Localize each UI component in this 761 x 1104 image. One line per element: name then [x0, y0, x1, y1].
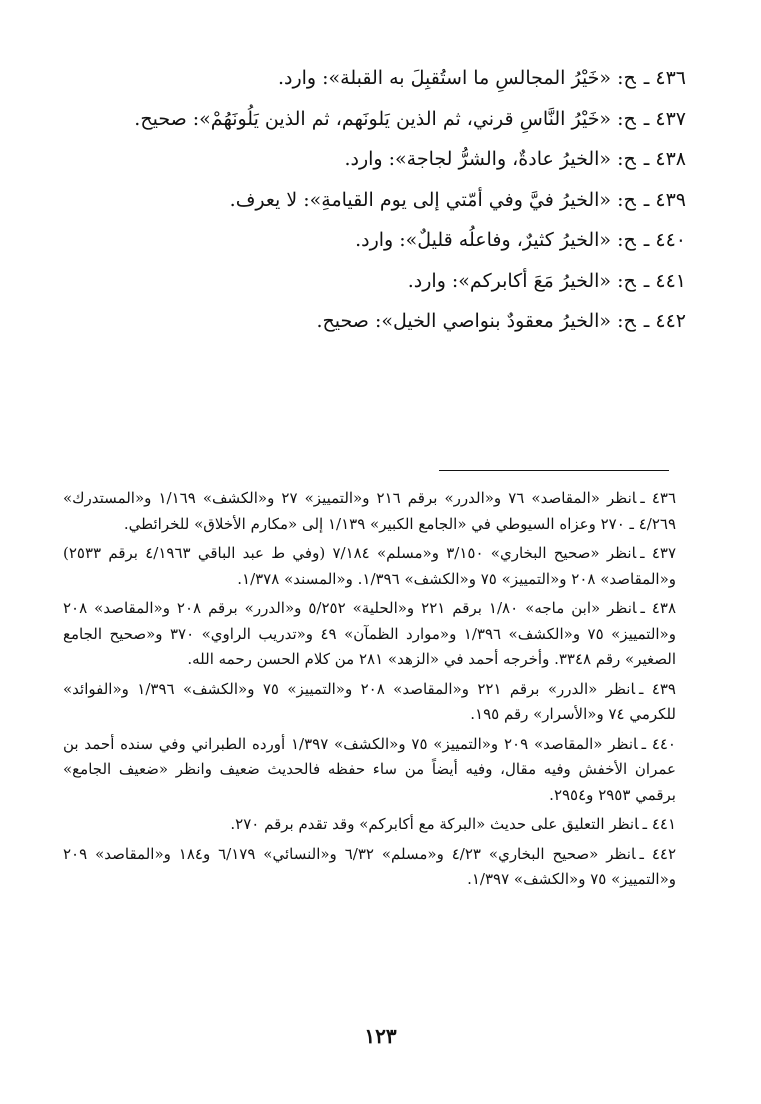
hadith-list: [86, 58, 686, 342]
hadith-entry: [86, 99, 686, 140]
footnote: [63, 677, 676, 728]
footnote: [63, 842, 676, 893]
hadith-entry: [86, 220, 686, 261]
footnote-number: ٤٣٨ ـ: [640, 599, 677, 617]
footnote-number: ٤٣٧ ـ: [640, 544, 677, 562]
entry-text: ح: «الخيرُ معقودٌ بنواصي الخيل»: صحيح.: [316, 310, 636, 332]
footnote: [63, 732, 676, 809]
footnote-text: انظر «صحيح البخاري» ٣/١٥٠ و«مسلم» ٧/١٨٤ (وفي ط عبد الباقي ٤/١٩٦٣ برقم ٢٥٣٣) و«المقاصد» ٢٠٨ و«التمييز» ٧٥ و«الكشف» ١/٣٩٦. و«المسند» ١/٣٧٨.: [63, 544, 676, 588]
footnote-divider: [439, 470, 669, 471]
entry-number: ٤٣٩ ـ: [643, 188, 686, 211]
footnote-number: ٤٤١ ـ: [642, 815, 676, 833]
footnote-text: انظر «ابن ماجه» ١/٨٠ برقم ٢٢١ و«الحلية» ٥/٢٥٢ و«الدرر» برقم ٢٠٨ و«المقاصد» ٢٠٨ و«التمييز» ٧٥ و«الكشف» ١/٣٩٦ و«موارد الظمآن» ٤٩ و«تدريب الراوي» ٣٧٠ و«صحيح الجامع الصغير» رقم ٣٣٤٨. وأخرجه أحمد في «الزهد» ٢٨١ من كلام الحسن رحمه الله.: [63, 599, 676, 668]
entry-number: ٤٣٨ ـ: [643, 148, 686, 170]
footnote-number: ٤٤٠ ـ: [641, 734, 676, 753]
footnote-text: انظر «المقاصد» ٢٠٩ و«التمييز» ٧٥ و«الكشف» ١/٣٩٧ أورده الطبراني وفي سنده أحمد بن عمران الأخفش وفيه مقال، وفيه أيضاً من ساء حفظه فالحديث ضعيف وانظر «ضعيف الجامع» برقمي ٢٩٥٣ و٢٩٥٤.: [63, 734, 676, 804]
entry-number: ٤٤١ ـ: [643, 269, 686, 292]
hadith-entry: [86, 261, 686, 302]
footnotes: [63, 486, 676, 897]
hadith-entry: [86, 301, 686, 342]
footnote-number: ٤٣٦ ـ: [640, 489, 676, 507]
footnote-text: انظر «المقاصد» ٧٦ و«الدرر» برقم ٢١٦ و«التمييز» ٢٧ و«الكشف» ١/١٦٩ و«المستدرك» ٤/٢٦٩ ـ ٢٧٠ وعزاه السيوطي في «الجامع الكبير» ١/١٣٩ إلى «مكارم الأخلاق» للخرائطي.: [63, 489, 676, 533]
entry-number: ٤٤٠ ـ: [643, 229, 686, 251]
entry-text: ح: «الخيرُ مَعَ أكابركم»: وارد.: [407, 269, 636, 292]
hadith-entry: [86, 139, 686, 180]
entry-text: ح: «خَيْرُ النَّاسِ قرني، ثم الذين يَلونَهم، ثم الذين يَلُونَهُمْ»: صحيح.: [134, 107, 636, 130]
footnote: [63, 812, 676, 838]
footnote-text: انظر «الدرر» برقم ٢٢١ و«المقاصد» ٢٠٨ و«التمييز» ٧٥ و«الكشف» ١/٣٩٦ و«الفوائد» للكرمي ٧٤ و«الأسرار» رقم ١٩٥.: [63, 679, 676, 723]
page-number: ١٢٣: [364, 1024, 397, 1048]
entry-number: ٤٣٧ ـ: [643, 107, 686, 130]
footnote-number: ٤٤٢ ـ: [639, 844, 677, 863]
entry-text: ح: «الخيرُ كثيرٌ، وفاعلُه قليلٌ»: وارد.: [355, 229, 636, 251]
entry-text: ح: «خَيْرُ المجالسِ ما استُقبِلَ به القبلة»: وارد.: [277, 67, 636, 89]
entry-number: ٤٤٢ ـ: [643, 310, 686, 332]
entry-text: ح: «الخيرُ عادةٌ، والشرُّ لجاجة»: وارد.: [344, 148, 636, 170]
footnote: [63, 541, 676, 592]
hadith-entry: [86, 58, 686, 99]
hadith-entry: [86, 180, 686, 221]
footnote: [63, 486, 676, 537]
footnote-text: انظر التعليق على حديث «البركة مع أكابركم» وقد تقدم برقم ٢٧٠.: [230, 815, 639, 833]
footnote-text: انظر «صحيح البخاري» ٤/٢٣ و«مسلم» ٦/٣٢ و«النسائي» ٦/١٧٩ و١٨٤ و«المقاصد» ٢٠٩ و«التمييز» ٧٥ و«الكشف» ١/٣٩٧.: [63, 844, 676, 888]
entry-text: ح: «الخيرُ فيَّ وفي أمّتي إلى يوم القيامةِ»: لا يعرف.: [229, 188, 636, 211]
footnote: [63, 596, 676, 673]
footnote-number: ٤٣٩ ـ: [639, 679, 676, 698]
entry-number: ٤٣٦ ـ: [643, 67, 686, 89]
